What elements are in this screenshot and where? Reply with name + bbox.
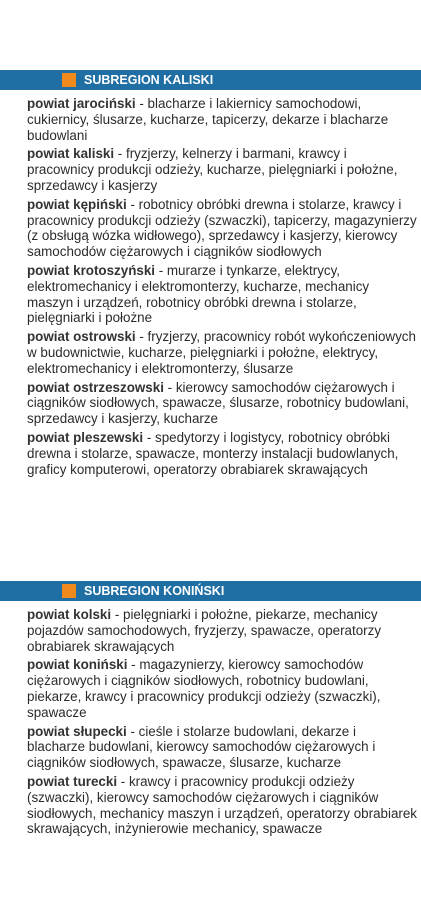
section-header bbox=[0, 581, 421, 601]
entry-name: powiat krotoszyński bbox=[27, 262, 155, 278]
section-header bbox=[0, 70, 421, 90]
entry-description: - blacharze i lakiernicy samochodowi, cukiernicy, ślusarze, kucharze, tapicerzy, dekarze i blacharze budowlani bbox=[27, 96, 389, 143]
list-item bbox=[27, 146, 417, 193]
list-item bbox=[27, 197, 417, 260]
list-item bbox=[27, 329, 417, 376]
entry-description: - pielęgniarki i położne, piekarze, mechanicy pojazdów samochodowych, fryzjerzy, spawacze, operatorzy obrabiarek skrawających bbox=[27, 607, 382, 654]
entry-name: powiat kolski bbox=[27, 607, 112, 622]
entry-description: - magazynierzy, kierowcy samochodów ciężarowych i ciągników siodłowych, robotnicy budowlani, piekarze, krawcy i pracownicy produkcji odzieży (szwaczki), spawacze bbox=[27, 657, 381, 720]
subregion-kaliski-section bbox=[0, 70, 421, 480]
list-item bbox=[27, 96, 417, 143]
list-item bbox=[27, 263, 417, 326]
orange-square-icon bbox=[62, 584, 76, 598]
entry-name: powiat kępiński bbox=[27, 196, 127, 212]
entry-name: powiat ostrzeszowski bbox=[27, 379, 164, 395]
entry-name: powiat koniński bbox=[27, 657, 128, 673]
section-title: SUBREGION KALISKI bbox=[84, 73, 214, 87]
list-item bbox=[27, 430, 417, 477]
entry-name: powiat słupecki bbox=[27, 723, 127, 739]
entry-description: - robotnicy obróbki drewna i stolarze, krawcy i pracownicy produkcji odzieży (szwaczki), tapicerzy, magazynierzy (z obsługą wózka widłowego), sprzedawcy i kasjerzy, kierowcy samochodów ciężarowych i ciągników siodłowych bbox=[27, 196, 417, 260]
section-title: SUBREGION KONIŃSKI bbox=[84, 584, 225, 598]
entry-name: powiat jarociński bbox=[27, 96, 136, 111]
subregion-koninski-section bbox=[0, 581, 421, 840]
list-item bbox=[27, 380, 417, 427]
entry-description: - murarze i tynkarze, elektrycy, elektromechanicy i elektromonterzy, kucharze, mechanicy maszyn i urządzeń, robotnicy obróbki drewna i stolarze, pielęgniarki i położne bbox=[27, 262, 370, 326]
entry-name: powiat turecki bbox=[27, 773, 118, 789]
entry-description: - fryzjerzy, kelnerzy i barmani, krawcy i pracownicy produkcji odzieży, kucharze, pielęgniarki i położne, sprzedawcy i kasjerzy bbox=[27, 146, 398, 193]
entry-name: powiat kaliski bbox=[27, 146, 115, 162]
list-item bbox=[27, 657, 417, 720]
entry-description: - fryzjerzy, pracownicy robót wykończeniowych w budownictwie, kucharze, pielęgniarki i położne, elektrycy, elektromechanicy i elektromonterzy, ślusarze bbox=[27, 329, 416, 376]
entry-list bbox=[0, 96, 421, 477]
list-item bbox=[27, 607, 417, 654]
entry-description: - cieśle i stolarze budowlani, dekarze i blacharze budowlani, kierowcy samochodów ciężarowych i ciągników siodłowych, spawacze, ślusarze, kucharze bbox=[27, 723, 376, 771]
orange-square-icon bbox=[62, 73, 76, 87]
list-item bbox=[27, 774, 417, 837]
entry-description: - kierowcy samochodów ciężarowych i ciągników siodłowych, spawacze, ślusarze, robotnicy budowlani, sprzedawcy i kasjerzy, kucharze bbox=[27, 379, 409, 427]
list-item bbox=[27, 724, 417, 771]
entry-name: powiat ostrowski bbox=[27, 329, 136, 345]
entry-description: - spedytorzy i logistycy, robotnicy obróbki drewna i stolarze, spawacze, monterzy instalacji budowlanych, graficy komputerowi, operatorzy obrabiarek skrawających bbox=[27, 429, 399, 477]
entry-name: powiat pleszewski bbox=[27, 429, 144, 445]
entry-list bbox=[0, 607, 421, 837]
entry-description: - krawcy i pracownicy produkcji odzieży (szwaczki), kierowcy samochodów ciężarowych i ciągników siodłowych, mechanicy maszyn i urządzeń, operatorzy obrabiarek skrawających, inżynierowie mechanicy, spawacze bbox=[27, 773, 417, 837]
